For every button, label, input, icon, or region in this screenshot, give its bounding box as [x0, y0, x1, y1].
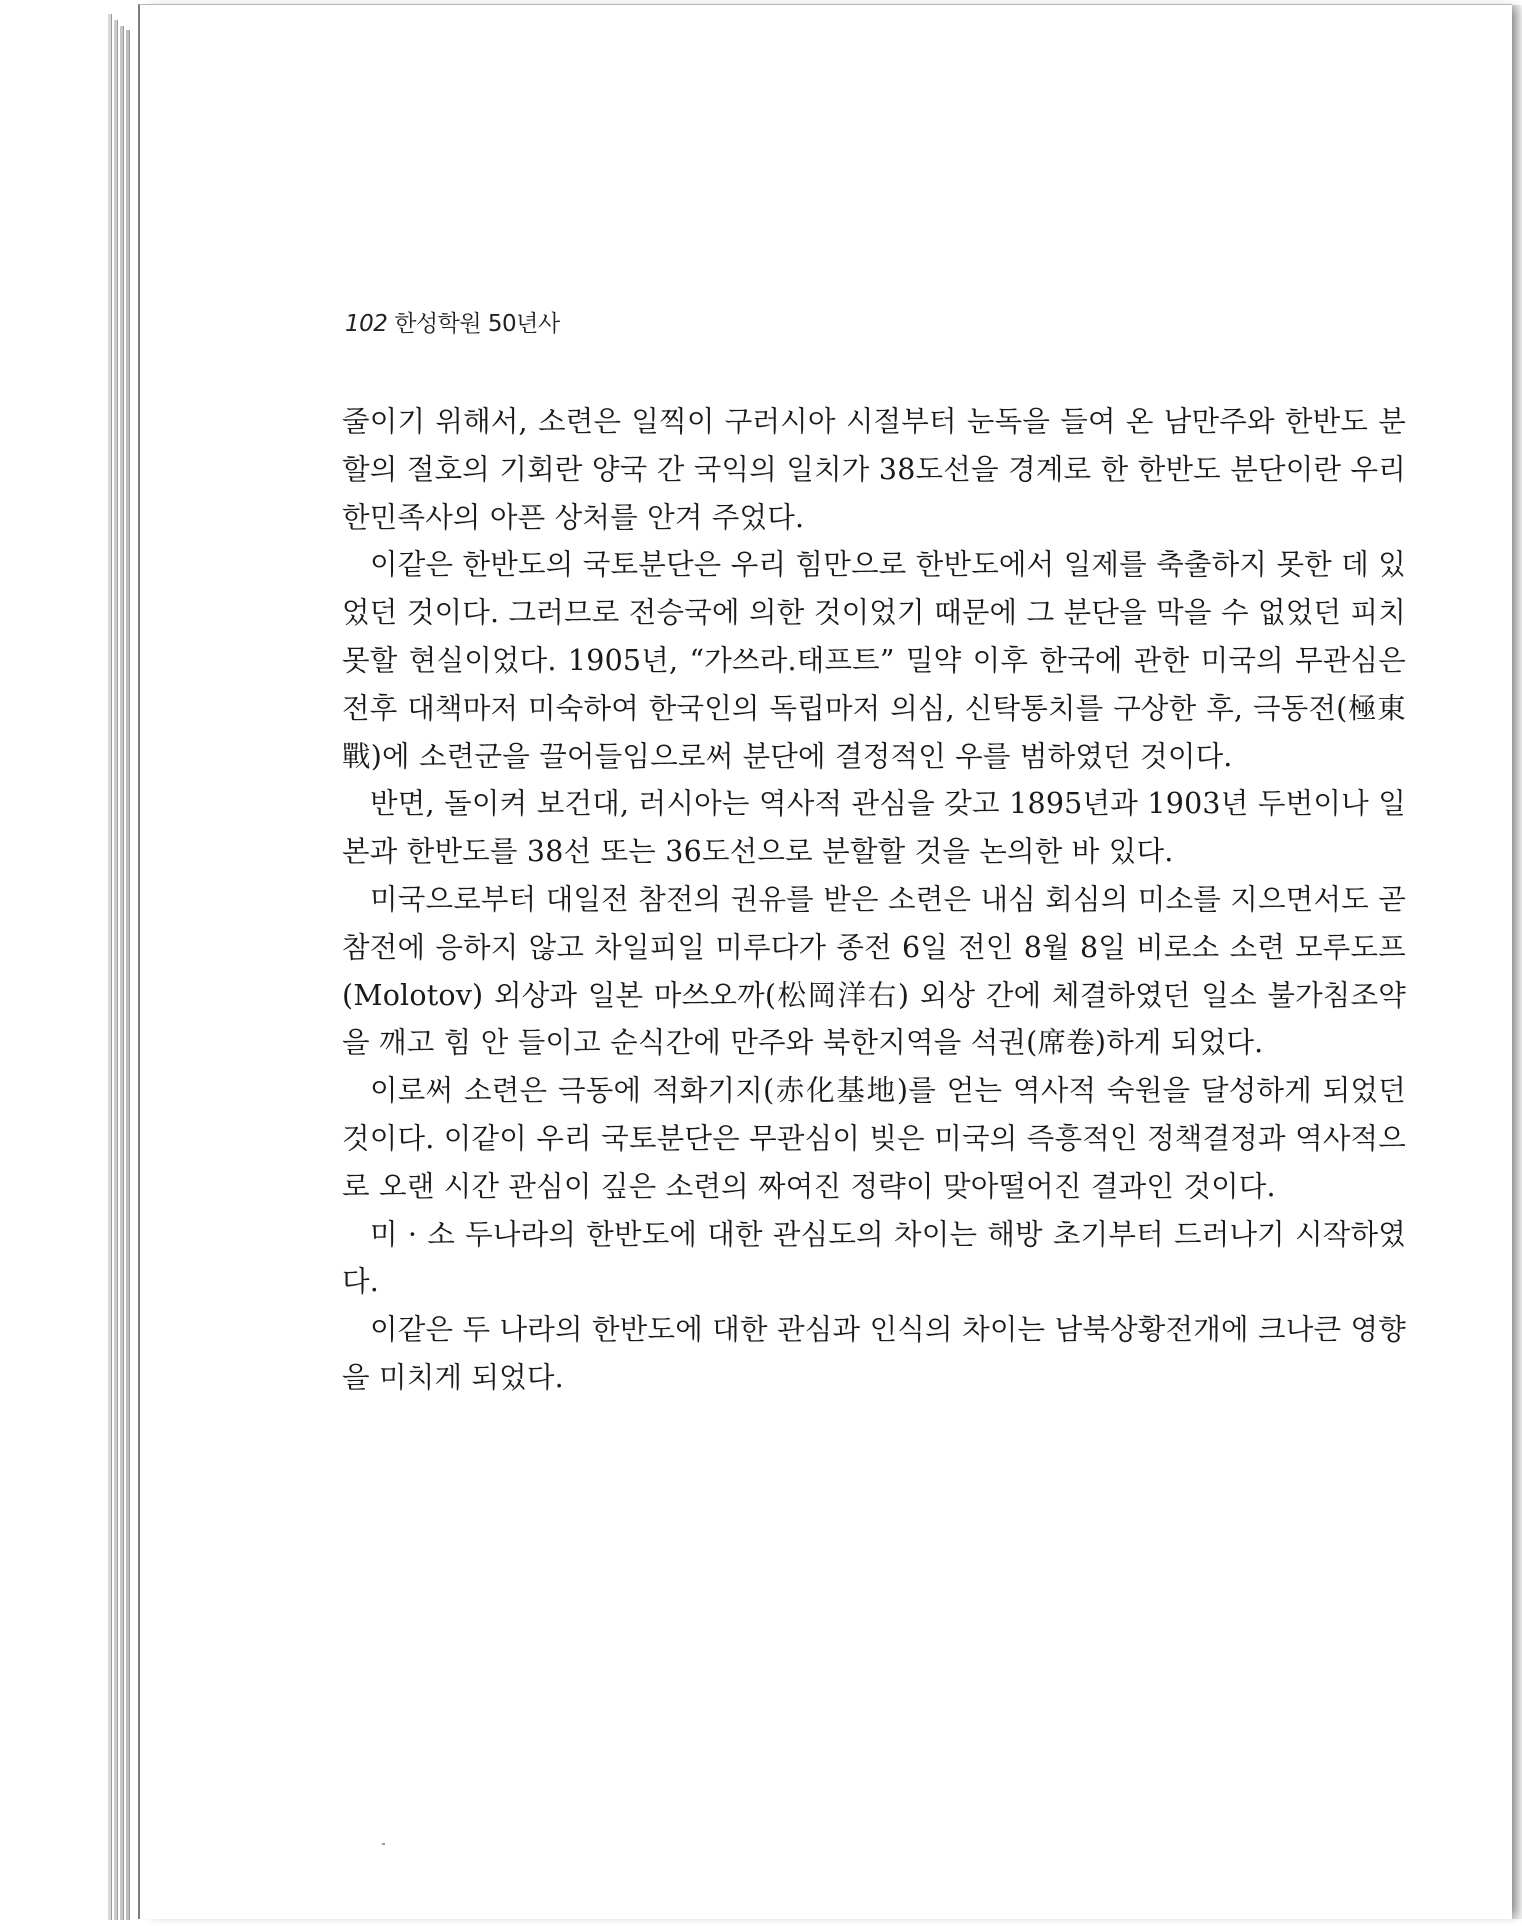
paragraph: 미 · 소 두나라의 한반도에 대한 관심도의 차이는 해방 초기부터 드러나기 시작하였다.	[342, 1217, 1406, 1299]
page-edge	[114, 20, 118, 1920]
paragraph: 이같은 한반도의 국토분단은 우리 힘만으로 한반도에서 일제를 축출하지 못한 데 있었던 것이다. 그러므로 전승국에 의한 것이었기 때문에 그 분단을 막을 수 없었던 피치 못할 현실이었다. 1905년, “가쓰라.태프트” 밀약 이후 한국에 관한 미국의 무관심은 전후 대책마저 미숙하여 한국인의 독립마저 의심, 신탁통치를 구상한 후, 극동전(極東戰)에 소련군을 끌어들임으로써 분단에 결정적인 우를 범하였던 것이다.	[342, 548, 1406, 773]
page-edge	[108, 14, 112, 1920]
page-sheet	[138, 4, 1512, 1919]
paragraph: 이로써 소련은 극동에 적화기지(赤化基地)를 얻는 역사적 숙원을 달성하게 되었던 것이다. 이같이 우리 국토분단은 무관심이 빚은 미국의 즉흥적인 정책결정과 역사적으로 오랜 시간 관심이 깊은 소련의 짜여진 정략이 맞아떨어진 결과인 것이다.	[342, 1074, 1406, 1203]
paragraph: 반면, 돌이켜 보건대, 러시아는 역사적 관심을 갖고 1895년과 1903년 두번이나 일본과 한반도를 38선 또는 36도선으로 분할할 것을 논의한 바 있다.	[342, 787, 1406, 869]
paragraph: 줄이기 위해서, 소련은 일찍이 구러시아 시절부터 눈독을 들여 온 남만주와 한반도 분할의 절호의 기회란 양국 간 국익의 일치가 38도선을 경계로 한 한반도 분단이란 우리 한민족사의 아픈 상처를 안겨 주었다.	[342, 405, 1406, 534]
paragraph: 이같은 두 나라의 한반도에 대한 관심과 인식의 차이는 남북상황전개에 크나큰 영향을 미치게 되었다.	[342, 1313, 1406, 1394]
body-text	[342, 398, 1406, 1402]
book-title: 한성학원 50년사	[394, 311, 560, 337]
page-edge	[120, 26, 124, 1920]
running-header	[345, 305, 560, 338]
page-edge	[126, 30, 130, 1920]
paragraph: 미국으로부터 대일전 참전의 권유를 받은 소련은 내심 회심의 미소를 지으면서도 곧 참전에 응하지 않고 차일피일 미루다가 종전 6일 전인 8월 8일 비로소 소련 모루도프(Molotov) 외상과 일본 마쓰오까(松岡洋右) 외상 간에 체결하였던 일소 불가침조약을 깨고 힘 안 들이고 순식간에 만주와 북한지역을 석권(席卷)하게 되었다.	[342, 882, 1406, 1060]
page-number: 102	[345, 311, 388, 337]
scan-speck	[382, 1843, 385, 1845]
